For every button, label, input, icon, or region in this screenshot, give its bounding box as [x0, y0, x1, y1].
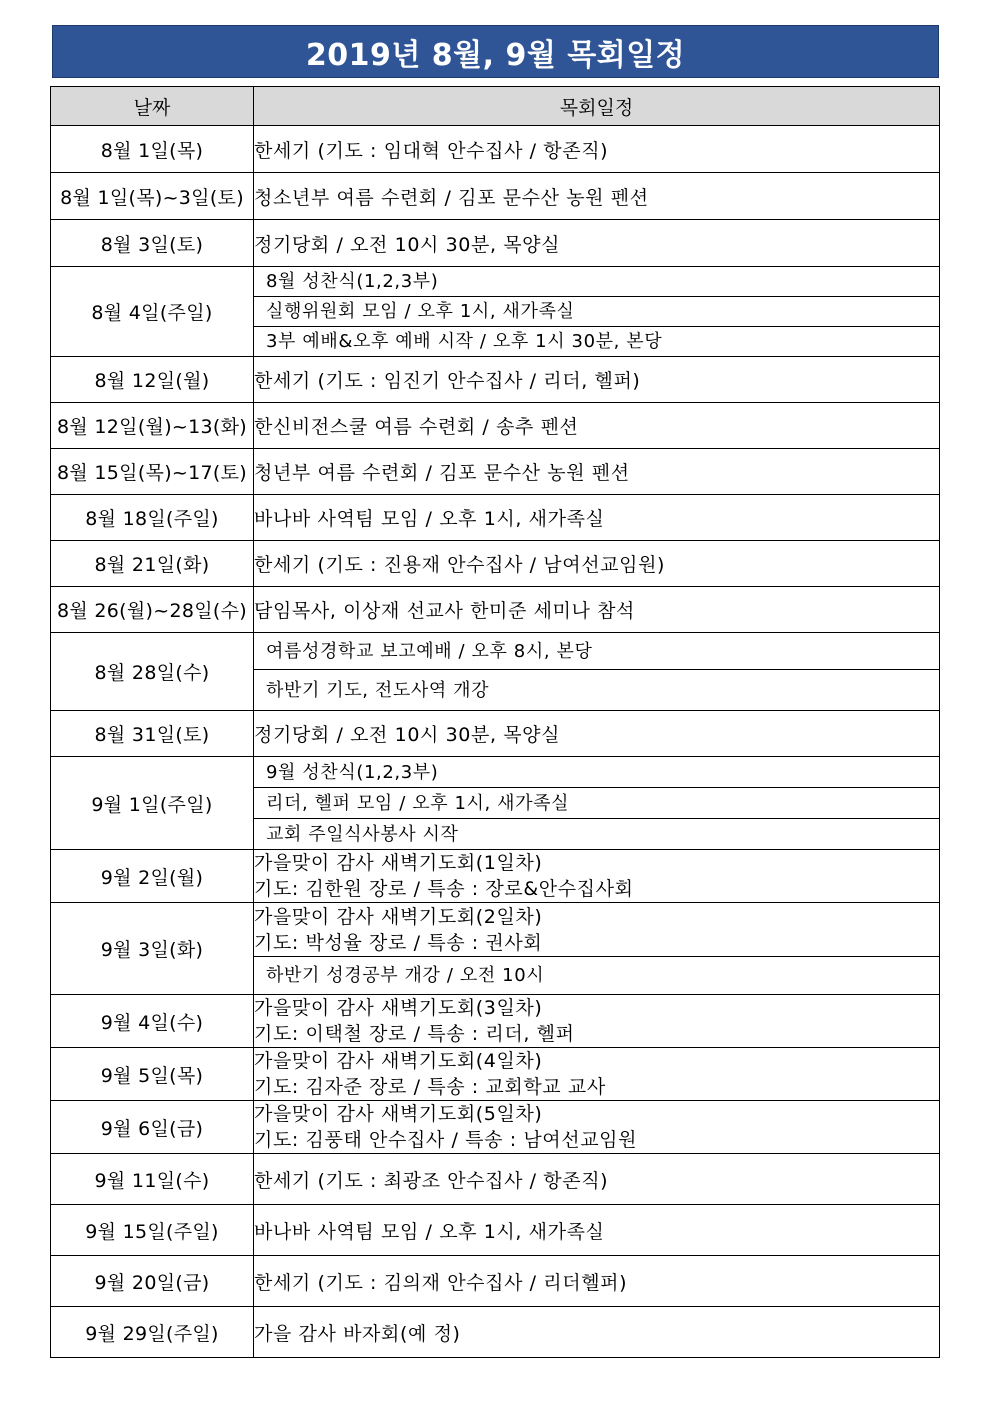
table-row [51, 850, 940, 903]
row-date: 9월 3일(화) [51, 903, 254, 995]
table-row [51, 1048, 940, 1101]
row-event: 한세기 (기도 : 진용재 안수집사 / 남여선교임원) [254, 541, 940, 587]
table-row [51, 903, 940, 957]
row-event: 담임목사, 이상재 선교사 한미준 세미나 참석 [254, 587, 940, 633]
header-row [51, 87, 940, 126]
row-date: 9월 6일(금) [51, 1101, 254, 1154]
row-event: 한신비전스쿨 여름 수련회 / 송추 펜션 [254, 403, 940, 449]
row-event: 8월 성찬식(1,2,3부) [254, 267, 940, 297]
row-date: 9월 15일(주일) [51, 1205, 254, 1256]
row-date: 9월 5일(목) [51, 1048, 254, 1101]
event-line: 기도: 김자준 장로 / 특송 : 교회학교 교사 [254, 1076, 606, 1098]
row-date: 8월 12일(월) [51, 357, 254, 403]
table-row [51, 1101, 940, 1154]
row-date: 8월 21일(화) [51, 541, 254, 587]
row-date: 9월 11일(수) [51, 1154, 254, 1205]
row-event: 9월 성찬식(1,2,3부) [254, 757, 940, 788]
row-date: 8월 3일(토) [51, 220, 254, 267]
row-date: 8월 12일(월)~13(화) [51, 403, 254, 449]
event-line: 기도: 김한원 장로 / 특송 : 장로&안수집사회 [254, 878, 634, 900]
row-event: 3부 예배&오후 예배 시작 / 오후 1시 30분, 본당 [254, 327, 940, 357]
row-date: 9월 2일(월) [51, 850, 254, 903]
row-event: 가을 감사 바자회(예 정) [254, 1307, 940, 1358]
row-event: 한세기 (기도 : 김의재 안수집사 / 리더헬퍼) [254, 1256, 940, 1307]
table-row [51, 757, 940, 788]
row-event: 하반기 성경공부 개강 / 오전 10시 [254, 957, 940, 995]
event-line: 가을맞이 감사 새벽기도회(1일차) [254, 852, 543, 874]
table-row [51, 403, 940, 449]
row-event: 바나바 사역팀 모임 / 오후 1시, 새가족실 [254, 495, 940, 541]
date-column-header: 날짜 [51, 87, 254, 126]
row-event [254, 995, 940, 1048]
event-line: 가을맞이 감사 새벽기도회(2일차) [254, 905, 543, 928]
table-row [51, 1205, 940, 1256]
table-row [51, 220, 940, 267]
schedule-column-header: 목회일정 [254, 87, 940, 126]
row-event [254, 903, 940, 957]
table-row [51, 357, 940, 403]
table-row [51, 711, 940, 757]
row-event: 정기당회 / 오전 10시 30분, 목양실 [254, 711, 940, 757]
row-event: 한세기 (기도 : 최광조 안수집사 / 항존직) [254, 1154, 940, 1205]
table-row [51, 541, 940, 587]
row-event: 한세기 (기도 : 임진기 안수집사 / 리더, 헬퍼) [254, 357, 940, 403]
table-row [51, 495, 940, 541]
table-row [51, 995, 940, 1048]
title-banner [52, 25, 939, 78]
row-date: 8월 26(월)~28일(수) [51, 587, 254, 633]
event-line: 가을맞이 감사 새벽기도회(3일차) [254, 997, 543, 1019]
row-date: 8월 31일(토) [51, 711, 254, 757]
schedule-table [50, 86, 940, 1358]
row-date: 8월 15일(목)~17(토) [51, 449, 254, 495]
row-event: 청년부 여름 수련회 / 김포 문수산 농원 펜션 [254, 449, 940, 495]
table-row [51, 126, 940, 173]
event-line: 기도: 이택철 장로 / 특송 : 리더, 헬퍼 [254, 1023, 575, 1045]
row-event: 청소년부 여름 수련회 / 김포 문수산 농원 펜션 [254, 173, 940, 220]
row-event: 여름성경학교 보고예배 / 오후 8시, 본당 [254, 633, 940, 670]
row-date: 8월 18일(주일) [51, 495, 254, 541]
table-row [51, 449, 940, 495]
row-date: 8월 4일(주일) [51, 267, 254, 357]
row-event [254, 850, 940, 903]
row-date: 8월 1일(목)~3일(토) [51, 173, 254, 220]
table-row [51, 1154, 940, 1205]
row-event: 한세기 (기도 : 임대혁 안수집사 / 항존직) [254, 126, 940, 173]
event-line: 가을맞이 감사 새벽기도회(5일차) [254, 1103, 543, 1125]
row-event: 리더, 헬퍼 모임 / 오후 1시, 새가족실 [254, 788, 940, 819]
row-date: 9월 1일(주일) [51, 757, 254, 850]
event-line: 가을맞이 감사 새벽기도회(4일차) [254, 1050, 543, 1072]
table-row [51, 633, 940, 670]
table-row [51, 587, 940, 633]
row-date: 9월 29일(주일) [51, 1307, 254, 1358]
row-event: 교회 주일식사봉사 시작 [254, 819, 940, 850]
event-line: 기도: 김풍태 안수집사 / 특송 : 남여선교임원 [254, 1129, 638, 1151]
row-date: 9월 4일(수) [51, 995, 254, 1048]
row-event: 바나바 사역팀 모임 / 오후 1시, 새가족실 [254, 1205, 940, 1256]
row-event [254, 1048, 940, 1101]
event-line: 기도: 박성율 장로 / 특송 : 권사회 [254, 931, 543, 954]
row-event [254, 1101, 940, 1154]
table-row [51, 173, 940, 220]
row-date: 8월 1일(목) [51, 126, 254, 173]
row-event: 정기당회 / 오전 10시 30분, 목양실 [254, 220, 940, 267]
page-title: 2019년 8월, 9월 목회일정 [305, 37, 686, 73]
row-event: 실행위원회 모임 / 오후 1시, 새가족실 [254, 297, 940, 327]
table-row [51, 1307, 940, 1358]
row-date: 9월 20일(금) [51, 1256, 254, 1307]
row-event: 하반기 기도, 전도사역 개강 [254, 670, 940, 711]
table-row [51, 267, 940, 297]
row-date: 8월 28일(수) [51, 633, 254, 711]
table-row [51, 1256, 940, 1307]
